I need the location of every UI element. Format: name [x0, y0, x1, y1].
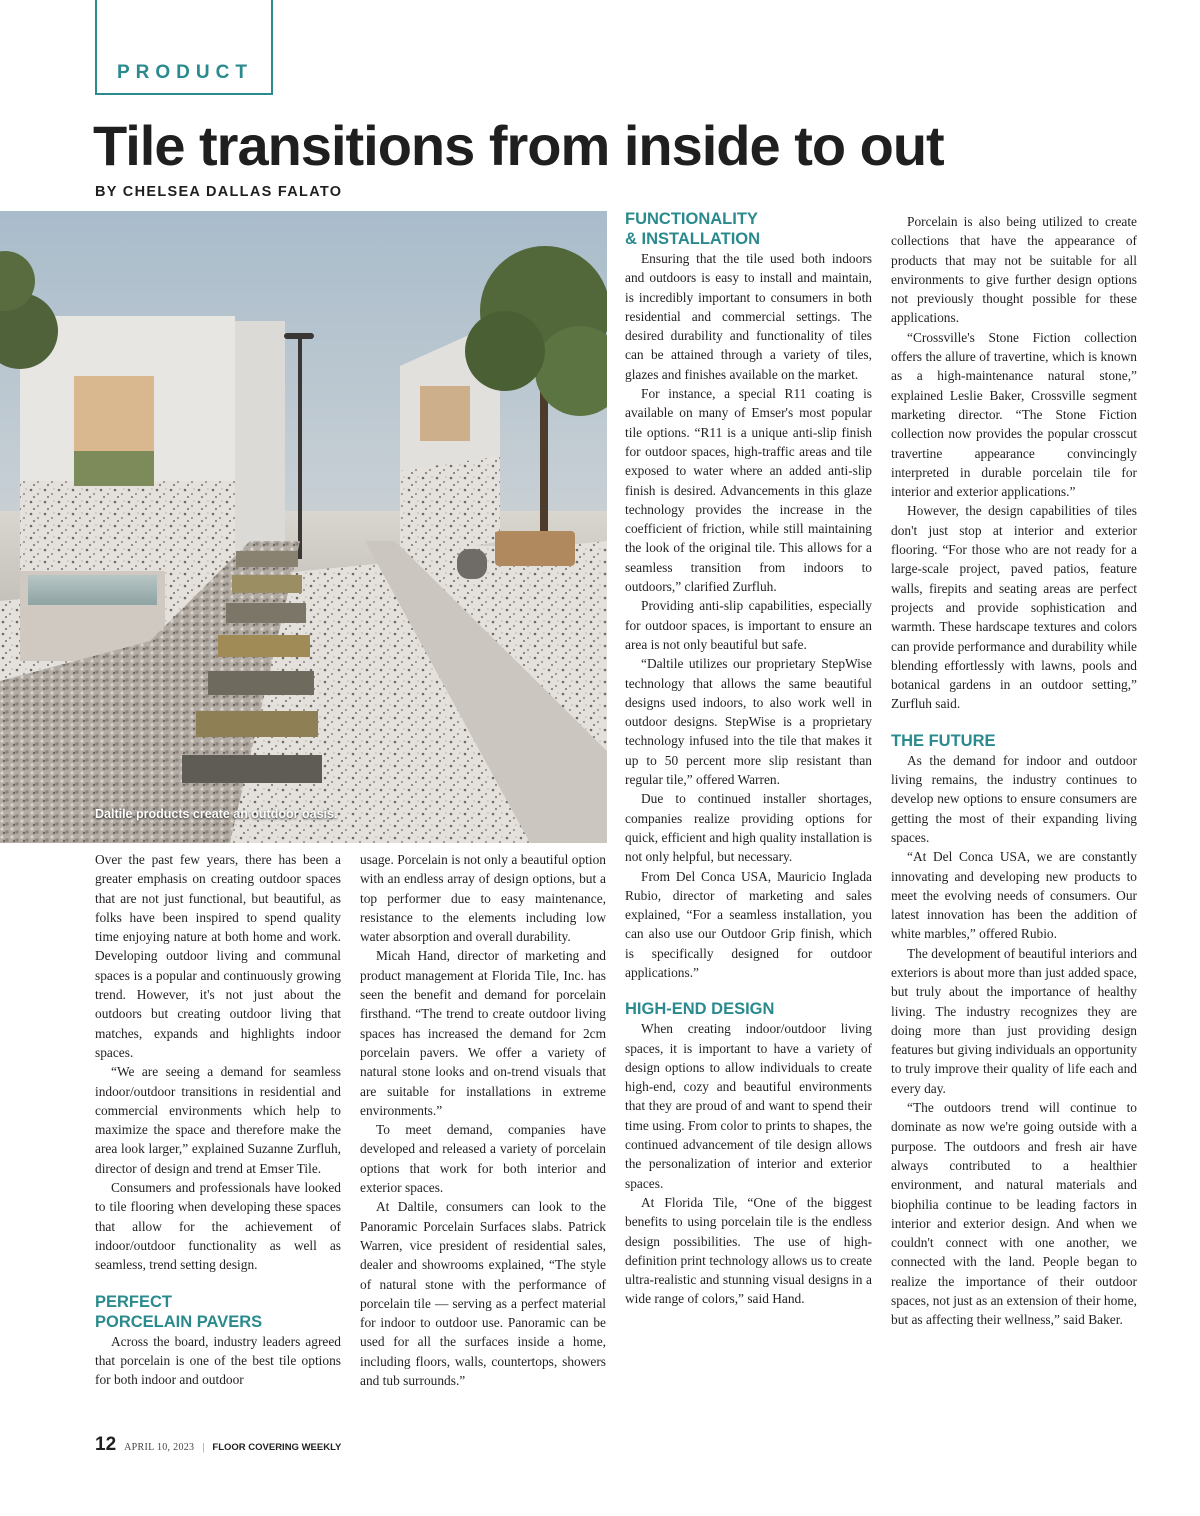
subhead-line: PORCELAIN PAVERS	[95, 1312, 263, 1331]
subhead-perfect-porcelain-pavers	[95, 1292, 341, 1332]
paragraph: Due to continued installer shortages, companies realize providing options for quick, efficient and high quality installation is not only helpful, but necessary.	[625, 791, 872, 865]
column-4	[891, 212, 1137, 1330]
paragraph: “Daltile utilizes our proprietary StepWise technology that allows the same beautiful designs used indoors, to also work well in outdoor designs. StepWise is a proprietary technology infused into the tile that makes it up to 50 percent more slip resistant than regular tile,” offered Warren.	[625, 656, 872, 788]
paragraph: “The outdoors trend will continue to dominate as now we're going outside with a purpose. The outdoors and fresh air have always contributed to a healthier environment, and natural materials and biophilia continue to be leading factors in interior and exterior design. And when we couldn't connect with one another, we connected with the land. People began to realize the importance of their outdoor spaces, not just as an extension of their home, but as affecting their wellness,” said Baker.	[891, 1100, 1137, 1328]
page-number: 12	[95, 1434, 117, 1455]
paragraph: usage. Porcelain is not only a beautiful option with an endless array of design options, but a top performer due to easy maintenance, resistance to the elements including low water absorption and overall durability.	[360, 852, 606, 945]
paragraph: Over the past few years, there has been a greater emphasis on creating outdoor spaces that are not just functional, but beautiful, as folks have been inspired to spend quality time enjoying nature at both home and work. Developing outdoor living and communal spaces is a popular and continuously growing trend. However, it's not just about the outdoors but creating outdoor living that matches, expands and highlights indoor spaces.	[95, 852, 341, 1060]
paragraph: As the demand for indoor and outdoor living remains, the industry continues to develop new options to ensure consumers are getting the most of their expanding living spaces.	[891, 752, 1137, 845]
byline: BY CHELSEA DALLAS FALATO	[95, 184, 343, 200]
paragraph: For instance, a special R11 coating is available on many of Emser's most popular tile options. “R11 is a unique anti-slip finish for outdoor spaces, high-traffic areas and tile exposed to water where an added anti-slip finish is desired. Advancements in this glaze technology provides the increase in the coefficient of friction, while still maintaining the look of the original tile. This allows for a seamless transition from indoors to outdoors,” clarified Zurfluh.	[625, 386, 872, 595]
paragraph: Ensuring that the tile used both indoors and outdoors is easy to install and maintain, is incredibly important to consumers in both residential and commercial settings. The desired durability and functionality of tiles can be attained through a variety of tiles, glazes and finishes available on the market.	[625, 251, 872, 382]
paragraph: However, the design capabilities of tiles don't just stop at interior and exterior flooring. “For those who are not ready for a large-scale project, paved patios, feature walls, firepits and seating areas are perfect projects and provide sophistication and warmth. These hardscape textures and colors can provide performance and durability while blending effortlessly with lawns, pools and botanical gardens in an outdoor setting,” Zurfluh said.	[891, 503, 1137, 712]
subhead-high-end-design: HIGH-END DESIGN	[625, 1000, 775, 1019]
subhead-functionality-installation	[625, 209, 872, 249]
paragraph: Consumers and professionals have looked to tile flooring when developing these spaces that allow for the achievement of indoor/outdoor functionality as well as seamless, trend setting design.	[95, 1180, 341, 1273]
paragraph: “We are seeing a demand for seamless indoor/outdoor transitions in residential and commercial environments which help to maximize the space and therefore make the area look larger,” explained Suzanne Zurfluh, director of design and trend at Emser Tile.	[95, 1064, 341, 1176]
subhead-line: FUNCTIONALITY	[625, 210, 758, 228]
section-tag: PRODUCT	[117, 62, 253, 83]
photo-caption: Daltile products create an outdoor oasis.	[95, 807, 338, 821]
page-footer	[95, 1434, 341, 1456]
paragraph: “Crossville's Stone Fiction collection offers the allure of travertine, which is known as a high-maintenance natural stone,” explained Leslie Baker, Crossville segment marketing director. “The Stone Fiction collection now provides the popular crosscut travertine appearance convincingly interpreted in durable porcelain tile for interior and exterior applications.”	[891, 329, 1137, 500]
paragraph: When creating indoor/outdoor living spaces, it is important to have a variety of design options to allow individuals to create high-end, cozy and beautiful environments that they are proud of and want to spend their time using. From color to prints to shapes, the continued advancement of tile design allows the personalization of interior and exterior spaces.	[625, 1021, 872, 1191]
headline: Tile transitions from inside to out	[93, 114, 944, 177]
footer-separator: |	[202, 1442, 205, 1453]
paragraph: The development of beautiful interiors and exteriors is about more than just added space, but truly about the importance of healthy living. The industry recognizes they are doing more than just providing design features but giving individuals an opportunity to truly improve their quality of life each and every day.	[891, 945, 1137, 1096]
subhead-the-future: THE FUTURE	[891, 731, 996, 750]
publication-name: FLOOR COVERING WEEKLY	[212, 1442, 342, 1453]
paragraph: Across the board, industry leaders agreed that porcelain is one of the best tile options for both indoor and outdoor	[95, 1333, 341, 1388]
paragraph: Providing anti-slip capabilities, especially for outdoor spaces, is important to ensure an area is not only beautiful but safe.	[625, 598, 872, 652]
subhead-line: & INSTALLATION	[625, 230, 761, 248]
column-1	[95, 850, 341, 1389]
paragraph: To meet demand, companies have developed and released a variety of porcelain options that work for both interior and exterior spaces.	[360, 1122, 606, 1196]
article-photo	[0, 211, 607, 843]
paragraph: At Florida Tile, “One of the biggest benefits to using porcelain tile is the endless design possibilities. The use of high-definition print technology allows us to create ultra-realistic and stunning visual designs in a wide range of colors,” said Hand.	[625, 1194, 872, 1307]
issue-date: APRIL 10, 2023	[124, 1442, 195, 1453]
section-tag-box	[95, 0, 273, 95]
paragraph: “At Del Conca USA, we are constantly innovating and developing new products to meet the evolving needs of consumers. Our latest innovation has been the addition of white marbles,” offered Rubio.	[891, 849, 1137, 942]
column-2	[360, 850, 606, 1390]
column-3	[625, 209, 872, 1309]
paragraph: Micah Hand, director of marketing and product management at Florida Tile, Inc. has seen the benefit and demand for porcelain firsthand. “The trend to create outdoor living spaces has increased the demand for 2cm porcelain pavers. We offer a variety of natural stone looks and on-trend visuals that are suitable for installations in extreme environments.”	[360, 948, 606, 1118]
paragraph: At Daltile, consumers can look to the Panoramic Porcelain Surfaces slabs. Patrick Warren, vice president of residential sales, dealer and showrooms explained, “The style of natural stone with the performance of porcelain tile — serving as a perfect material for indoor to outdoor use. Panoramic can be used for all the surfaces inside a home, including floors, walls, countertops, showers and tub surrounds.”	[360, 1199, 606, 1389]
paragraph: Porcelain is also being utilized to create collections that have the appearance of products that may not be suitable for all environments to give further design options not previously thought possible for these applications.	[891, 214, 1137, 326]
paragraph: From Del Conca USA, Mauricio Inglada Rubio, director of marketing and sales explained, “For a seamless installation, you can also use our Outdoor Grip finish, which is specifically designed for outdoor applications.”	[625, 868, 872, 980]
outdoor-patio-illustration	[0, 211, 607, 843]
subhead-line: PERFECT	[95, 1292, 173, 1311]
